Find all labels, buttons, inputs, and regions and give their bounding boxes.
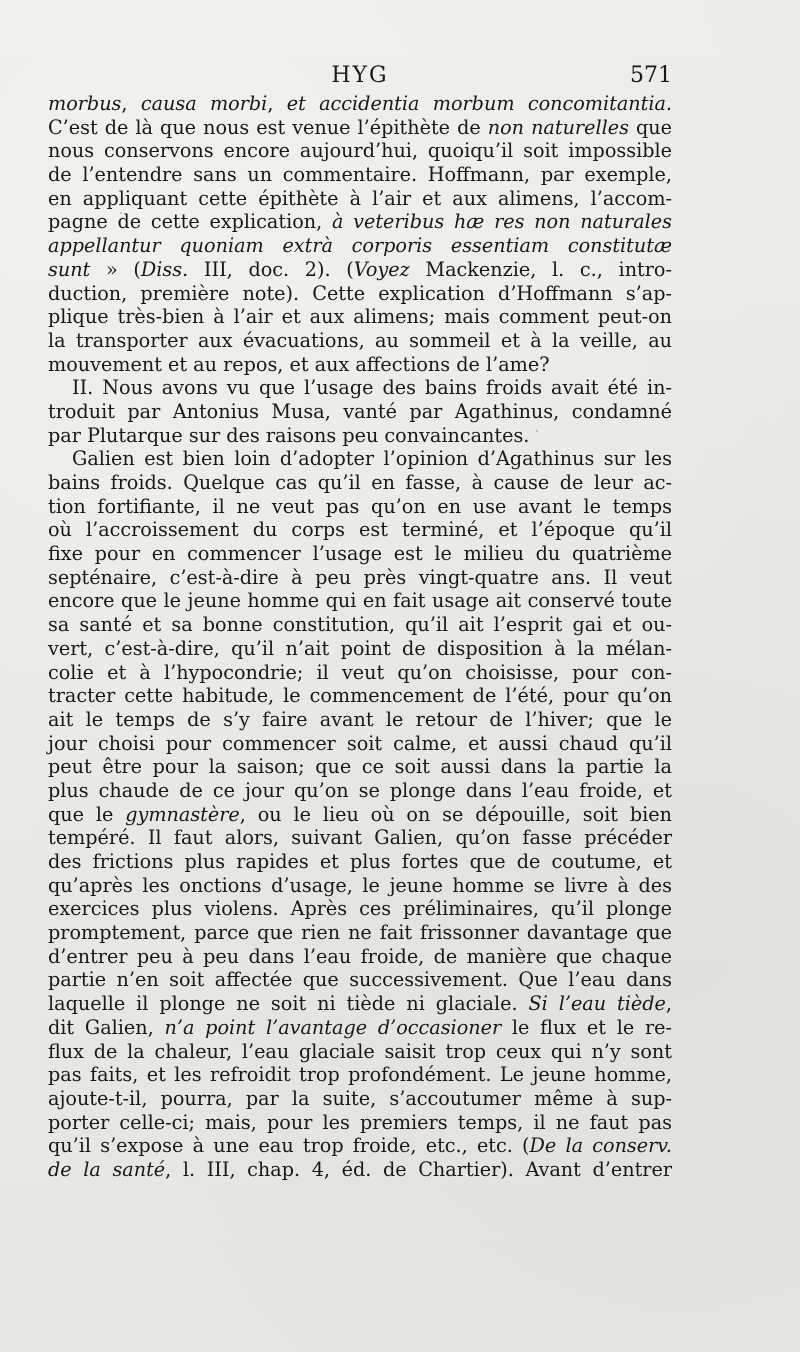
text-line: des frictions plus rapides et plus fortes que de coutume, et: [48, 850, 672, 873]
text-line: C’est de là que nous est venue l’épithète de non naturelles que: [48, 115, 672, 139]
text-line: troduit par Antonius Musa, vanté par Agathinus, condamné: [48, 399, 672, 423]
text-line: tempéré. Il faut alors, suivant Galien, qu’on fasse précéder: [48, 826, 672, 850]
text-line: pas faits, et les refroidit trop profondément. Le jeune homme,: [48, 1063, 672, 1087]
text-line: laquelle il plonge ne soit ni tiède ni glaciale. Si l’eau tiède,: [48, 992, 672, 1016]
text-line: en appliquant cette épithète à l’air et aux alimens, l’accom-: [48, 186, 672, 210]
text-line: tion fortifiante, il ne veut pas qu’on en use avant le temps: [48, 494, 672, 518]
text-line: colie et à l’hypocondrie; il veut qu’on choisisse, pour con-: [48, 660, 672, 684]
text-line: qu’après les onctions d’usage, le jeune homme se livre à des: [48, 873, 672, 897]
text-line: morbus, causa morbi, et accidentia morbum concomitantia.: [48, 92, 673, 115]
text-line: II. Nous avons vu que l’usage des bains froids avait été in-: [72, 376, 672, 400]
text-line: plique très-bien à l’air et aux alimens; mais comment peut-on: [48, 305, 672, 329]
text-line: vert, c’est-à-dire, qu’il n’ait point de disposition à la mélan-: [48, 636, 672, 660]
running-head: [48, 60, 672, 92]
text-line: exercices plus violens. Après ces préliminaires, qu’il plonge: [48, 897, 672, 921]
running-title: HYG: [331, 63, 389, 88]
text-line: de la santé, l. III, chap. 4, éd. de Chartier). Avant d’entrer: [48, 1157, 672, 1181]
text-line: que le gymnastère, ou le lieu où on se dépouille, soit bien: [48, 802, 672, 826]
text-line: encore que le jeune homme qui en fait usage ait conservé toute: [48, 589, 672, 613]
text-line: porter celle-ci; mais, pour les premiers temps, il ne faut pas: [48, 1110, 672, 1134]
text-line: septénaire, c’est-à-dire à peu près vingt-quatre ans. Il veut: [48, 565, 672, 589]
text-line: où l’accroissement du corps est terminé, et l’époque qu’il: [48, 518, 672, 542]
text-line: d’entrer peu à peu dans l’eau froide, de manière que chaque: [48, 944, 672, 968]
text-line: tracter cette habitude, le commencement de l’été, pour qu’on: [48, 684, 672, 708]
text-line: nous conservons encore aujourd’hui, quoiqu’il soit impossible: [48, 139, 672, 163]
text-line: dit Galien, n’a point l’avantage d’occasioner le flux et le re-: [48, 1015, 672, 1039]
text-line: mouvement et au repos, et aux affections de l’ame?: [48, 352, 550, 376]
text-line: flux de la chaleur, l’eau glaciale saisit trop ceux qui n’y sont: [48, 1039, 672, 1063]
ink-speck: [120, 212, 122, 214]
text-line: par Plutarque sur des raisons peu convaincantes.: [48, 423, 530, 447]
text-line: Galien est bien loin d’adopter l’opinion d’Agathinus sur les: [72, 447, 672, 471]
text-line: partie n’en soit affectée que successivement. Que l’eau dans: [48, 968, 672, 992]
text-line: duction, première note). Cette explication d’Hoffmann s’ap-: [48, 281, 672, 305]
ink-speck: [648, 1124, 650, 1126]
page-number: 571: [630, 63, 672, 88]
text-line: ait le temps de s’y faire avant le retour de l’hiver; que le: [48, 707, 672, 731]
text-line: pagne de cette explication, à veteribus hæ res non naturales: [48, 210, 673, 234]
ink-speck: [536, 430, 538, 432]
text-line: fixe pour en commencer l’usage est le milieu du quatrième: [48, 542, 672, 566]
text-line: de l’entendre sans un commentaire. Hoffmann, par exemple,: [48, 163, 672, 187]
text-line: sunt » (Diss. III, doc. 2). (Voyez Mackenzie, l. c., intro-: [48, 257, 672, 281]
text-line: peut être pour la saison; que ce soit aussi dans la partie la: [48, 755, 672, 779]
text-line: appellantur quoniam extrà corporis essentiam constitutæ: [48, 234, 672, 258]
text-line: ajoute-t-il, pourra, par la suite, s’accoutumer même à sup-: [48, 1086, 672, 1110]
text-line: promptement, parce que rien ne fait frissonner davantage que: [48, 921, 672, 945]
text-line: plus chaude de ce jour qu’on se plonge dans l’eau froide, et: [48, 778, 672, 802]
text-line: la transporter aux évacuations, au sommeil et à la veille, au: [48, 328, 672, 352]
body-text: [48, 92, 672, 1182]
text-line: bains froids. Quelque cas qu’il en fasse, à cause de leur ac-: [48, 471, 672, 494]
text-line: qu’il s’expose à une eau trop froide, etc., etc. (De la conserv.: [48, 1134, 672, 1158]
text-line: jour choisi pour commencer soit calme, et aussi chaud qu’il: [48, 731, 672, 755]
text-line: sa santé et sa bonne constitution, qu’il ait l’esprit gai et ou-: [48, 613, 672, 637]
